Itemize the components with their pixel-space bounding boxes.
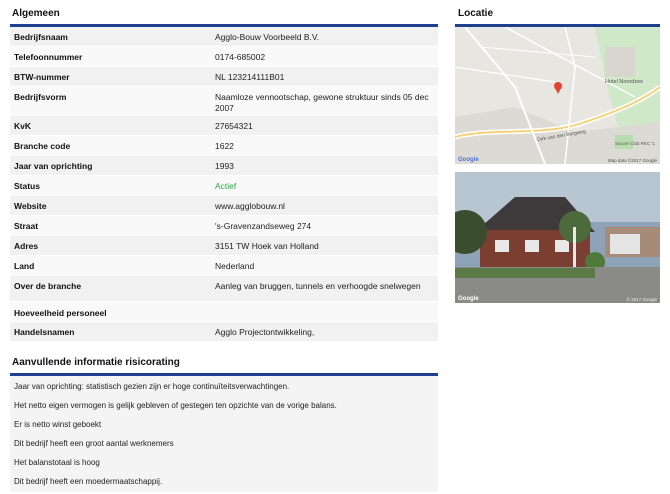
row-value [215,302,438,307]
row-label: Straat [14,221,39,231]
table-row [10,322,438,342]
row-label: Website [14,201,47,211]
row-label: Handelsnamen [14,327,75,337]
row-label: Bedrijfsnaam [14,32,68,42]
general-section-title: Algemeen [12,8,60,19]
map-copyright: Map data ©2017 Google [607,158,657,163]
company-info-table [10,27,438,342]
row-label: Jaar van oprichting [14,161,93,171]
row-label: Branche code [14,141,71,151]
map-label-road: Dirk van den Burgweg [536,128,587,144]
table-row [10,47,438,67]
street-view-image[interactable] [455,172,660,303]
table-row [10,236,438,256]
street-view-graphic [455,172,660,303]
map-label-club: Soccer Club RKC '1 [615,141,655,146]
table-row [10,27,438,47]
row-value: 's-Gravenzandseweg 274 [215,221,312,231]
risk-section-title: Aanvullende informatie risicorating [12,357,180,368]
google-logo: Google [458,157,479,163]
row-value: Agglo Projectontwikkeling, [215,327,315,337]
table-row [10,136,438,156]
location-section-title: Locatie [458,8,494,19]
row-value: Agglo-Bouw Voorbeeld B.V. [215,32,320,42]
list-item: Jaar van oprichting: statistisch gezien zijn er hoge continuïteitsverwachtingen. [14,382,290,391]
list-item: Het balanstotaal is hoog [14,458,100,467]
table-row [10,87,438,116]
row-label: Adres [14,241,39,251]
row-value: 3151 TW Hoek van Holland [215,241,319,251]
list-item: Dit bedrijf heeft een groot aantal werknemers [14,439,174,448]
row-value: Aanleg van bruggen, tunnels en verhoogde snelwegen [215,281,421,291]
list-item: Er is netto winst geboekt [14,420,102,429]
table-row [10,196,438,216]
row-value: 1622 [215,141,234,151]
table-row [10,302,438,322]
street-view-copyright: © 2017 Google [626,297,657,302]
list-item: Dit bedrijf heeft een moedermaatschappij. [14,477,163,486]
table-row [10,156,438,176]
row-value: Naamloze vennootschap, gewone struktuur sinds 05 dec 2007 [215,92,429,113]
risk-info-list [10,376,438,492]
row-label: Telefoonnummer [14,52,83,62]
table-row [10,216,438,236]
row-label: Bedrijfsvorm [14,92,67,102]
row-value: 1993 [215,161,234,171]
location-map[interactable] [455,27,660,164]
table-row [10,116,438,136]
row-label: BTW-nummer [14,72,70,82]
row-label: Status [14,181,40,191]
row-value: Nederland [215,261,255,271]
map-label-hotel: Hotel Noordzee [605,79,644,85]
table-row [10,256,438,276]
row-value: NL 123214111B01 [215,72,285,82]
row-label: Hoeveelheid personeel [14,308,107,318]
website-link[interactable]: www.agglobouw.nl [215,201,285,211]
row-value: 0174-685002 [215,52,266,62]
table-row [10,176,438,196]
row-label: Over de branche [14,281,82,291]
table-row [10,276,438,302]
list-item: Het netto eigen vermogen is gelijk gebleven of gestegen ten opzichte van de vorige balans. [14,401,337,410]
row-label: Land [14,261,35,271]
row-value: 27654321 [215,121,253,131]
table-row [10,67,438,87]
google-logo: Google [458,296,479,302]
row-label: KvK [14,121,32,131]
status-badge: Actief [215,181,237,191]
